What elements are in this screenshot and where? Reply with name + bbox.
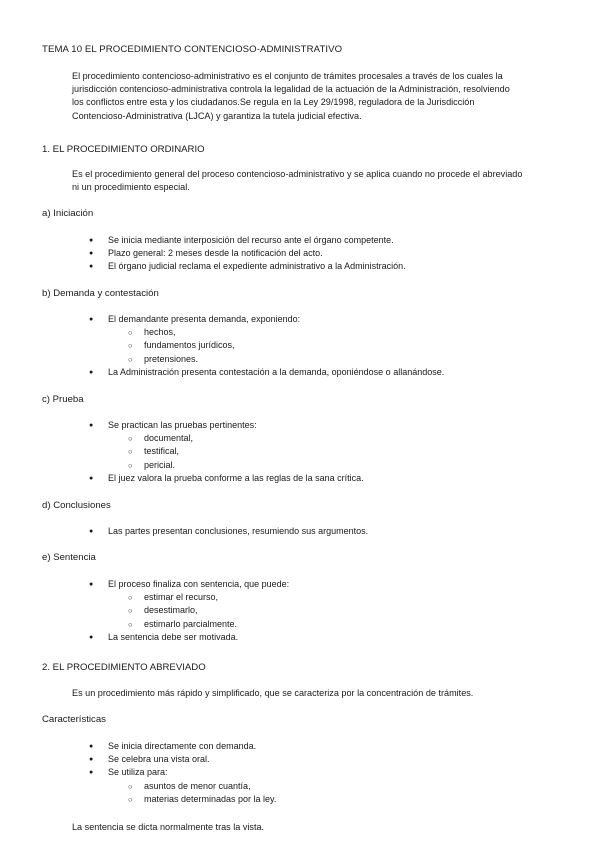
subsection-heading-conclusiones: d) Conclusiones bbox=[42, 500, 111, 511]
list-item: ● El juez valora la prueba conforme a las reglas de la sana crítica. bbox=[0, 472, 364, 485]
closing-paragraph: La sentencia se dicta normalmente tras la vista. bbox=[72, 822, 265, 832]
sublist-item: ○ pericial. bbox=[108, 459, 364, 472]
demanda-sublist bbox=[108, 326, 444, 366]
list-item-text: El demandante presenta demanda, exponiendo: bbox=[108, 314, 301, 324]
list-item bbox=[0, 313, 444, 366]
subsection-heading-prueba: c) Prueba bbox=[42, 394, 84, 405]
sublist-item: ○ fundamentos jurídicos, bbox=[108, 339, 444, 352]
sentencia-sublist bbox=[108, 591, 289, 631]
list-item-text: Se practican las pruebas pertinentes: bbox=[108, 420, 257, 430]
sublist-item: ○ documental, bbox=[108, 432, 364, 445]
sublist-item: ○ testifical, bbox=[108, 445, 364, 458]
list-item: ● Las partes presentan conclusiones, resumiendo sus argumentos. bbox=[0, 525, 368, 538]
prueba-sublist bbox=[108, 432, 364, 472]
list-item-text: El proceso finaliza con sentencia, que puede: bbox=[108, 579, 290, 589]
sublist-item: ○ estimarlo parcialmente. bbox=[108, 618, 289, 631]
sentencia-list bbox=[0, 578, 289, 644]
list-item bbox=[0, 419, 364, 472]
subsection-heading-demanda: b) Demanda y contestación bbox=[42, 288, 159, 299]
sublist-item: ○ pretensiones. bbox=[108, 353, 444, 366]
intro-line: Contencioso-Administrativa (LJCA) y garantiza la tutela judicial efectiva. bbox=[72, 110, 362, 121]
list-item-text: Se utiliza para: bbox=[108, 767, 168, 778]
list-item: ● Plazo general: 2 meses desde la notificación del acto. bbox=[0, 247, 406, 260]
caracteristicas-list bbox=[0, 740, 276, 806]
intro-line: El procedimiento contencioso-administrativo es el conjunto de trámites procesales a través de los cuales la bbox=[72, 71, 503, 81]
sublist-item: ○ asuntos de menor cuantía, bbox=[108, 780, 276, 793]
sublist-item: ○ desestimarlo, bbox=[108, 604, 289, 617]
list-item bbox=[0, 766, 276, 806]
list-item: ● Se celebra una vista oral. bbox=[0, 753, 276, 766]
paragraph-line: Es el procedimiento general del proceso contencioso-administrativo y se aplica cuando no procede el abreviado bbox=[72, 169, 523, 179]
demanda-list bbox=[0, 313, 444, 379]
caracteristicas-heading: Características bbox=[42, 714, 106, 725]
page-title: TEMA 10 EL PROCEDIMIENTO CONTENCIOSO-ADMINISTRATIVO bbox=[42, 44, 343, 55]
paragraph-line: ni un procedimiento especial. bbox=[72, 182, 190, 193]
iniciacion-list bbox=[0, 234, 406, 274]
abreviado-paragraph: Es un procedimiento más rápido y simplificado, que se caracteriza por la concentración de trámites. bbox=[72, 688, 474, 698]
list-item: ● El órgano judicial reclama el expediente administrativo a la Administración. bbox=[0, 260, 406, 273]
ordinario-paragraph bbox=[72, 168, 578, 194]
list-item bbox=[0, 578, 289, 631]
sublist-item: ○ hechos, bbox=[108, 326, 444, 339]
intro-paragraph bbox=[72, 70, 578, 123]
caracteristicas-sublist bbox=[108, 780, 276, 806]
intro-line: jurisdicción contencioso-administrativa controla la legalidad de la actuación de la Administración, resolviendo bbox=[72, 84, 510, 95]
list-item: ● Se inicia directamente con demanda. bbox=[0, 740, 276, 753]
intro-line: los conflictos entre esta y los ciudadanos.Se regula en la Ley 29/1998, reguladora de la Jurisdicción bbox=[72, 97, 475, 108]
sublist-item: ○ materias determinadas por la ley. bbox=[108, 793, 276, 806]
subsection-heading-sentencia: e) Sentencia bbox=[42, 552, 96, 563]
conclusiones-list bbox=[0, 525, 368, 538]
subsection-heading-iniciacion: a) Iniciación bbox=[42, 208, 94, 219]
section-heading-ordinario: 1. EL PROCEDIMIENTO ORDINARIO bbox=[42, 144, 205, 155]
prueba-list bbox=[0, 419, 364, 485]
list-item: ● Se inicia mediante interposición del recurso ante el órgano competente. bbox=[0, 234, 406, 247]
list-item: ● La Administración presenta contestación a la demanda, oponiéndose o allanándose. bbox=[0, 366, 444, 379]
section-heading-abreviado: 2. EL PROCEDIMIENTO ABREVIADO bbox=[42, 662, 206, 673]
sublist-item: ○ estimar el recurso, bbox=[108, 591, 289, 604]
list-item: ● La sentencia debe ser motivada. bbox=[0, 631, 289, 644]
